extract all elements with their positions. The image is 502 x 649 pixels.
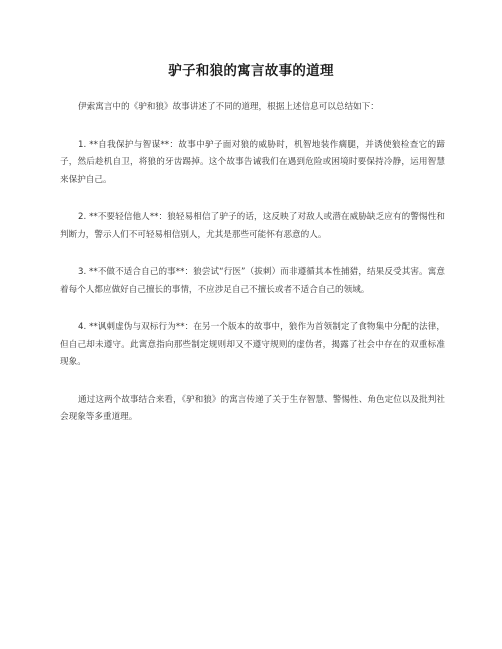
point-2-paragraph: 2. **不要轻信他人**：狼轻易相信了驴子的话，这反映了对敌人或潜在威胁缺乏应有的警惕性和判断力，警示人们不可轻易相信别人，尤其是那些可能怀有恶意的人。 [60, 212, 445, 240]
intro-paragraph: 伊索寓言中的《驴和狼》故事讲述了不同的道理，根据上述信息可以总结如下： [78, 102, 379, 112]
point-4-paragraph: 4. **讽刺虚伪与双标行为**：在另一个版本的故事中，狼作为首领制定了食物集中分配的法律，但自己却未遵守。此寓意指向那些制定规则却又不遵守规则的虚伪者，揭露了社会中存在的双重标准现象。 [60, 322, 445, 367]
point-1-paragraph: 1. **自我保护与智谋**：故事中驴子面对狼的威胁时，机智地装作瘸腿，并诱使狼检查它的蹄子，然后趁机自卫，将狼的牙齿踢掉。这个故事告诫我们在遇到危险或困境时要保持冷静，运用智慧来保护自己。 [60, 139, 445, 185]
document-title: 驴子和狼的寓言故事的道理 [168, 63, 334, 79]
conclusion-paragraph: 通过这两个故事结合来看，《驴和狼》的寓言传递了关于生存智慧、警惕性、角色定位以及批判社会现象等多重道理。 [60, 394, 445, 422]
point-3-paragraph: 3. **不做不适合自己的事**：狼尝试“行医”（拔刺）而非遵循其本性捕猎，结果反受其害。寓意着每个人都应做好自己擅长的事情，不应涉足自己不擅长或者不适合自己的领域。 [60, 267, 445, 295]
document-body [60, 99, 445, 447]
